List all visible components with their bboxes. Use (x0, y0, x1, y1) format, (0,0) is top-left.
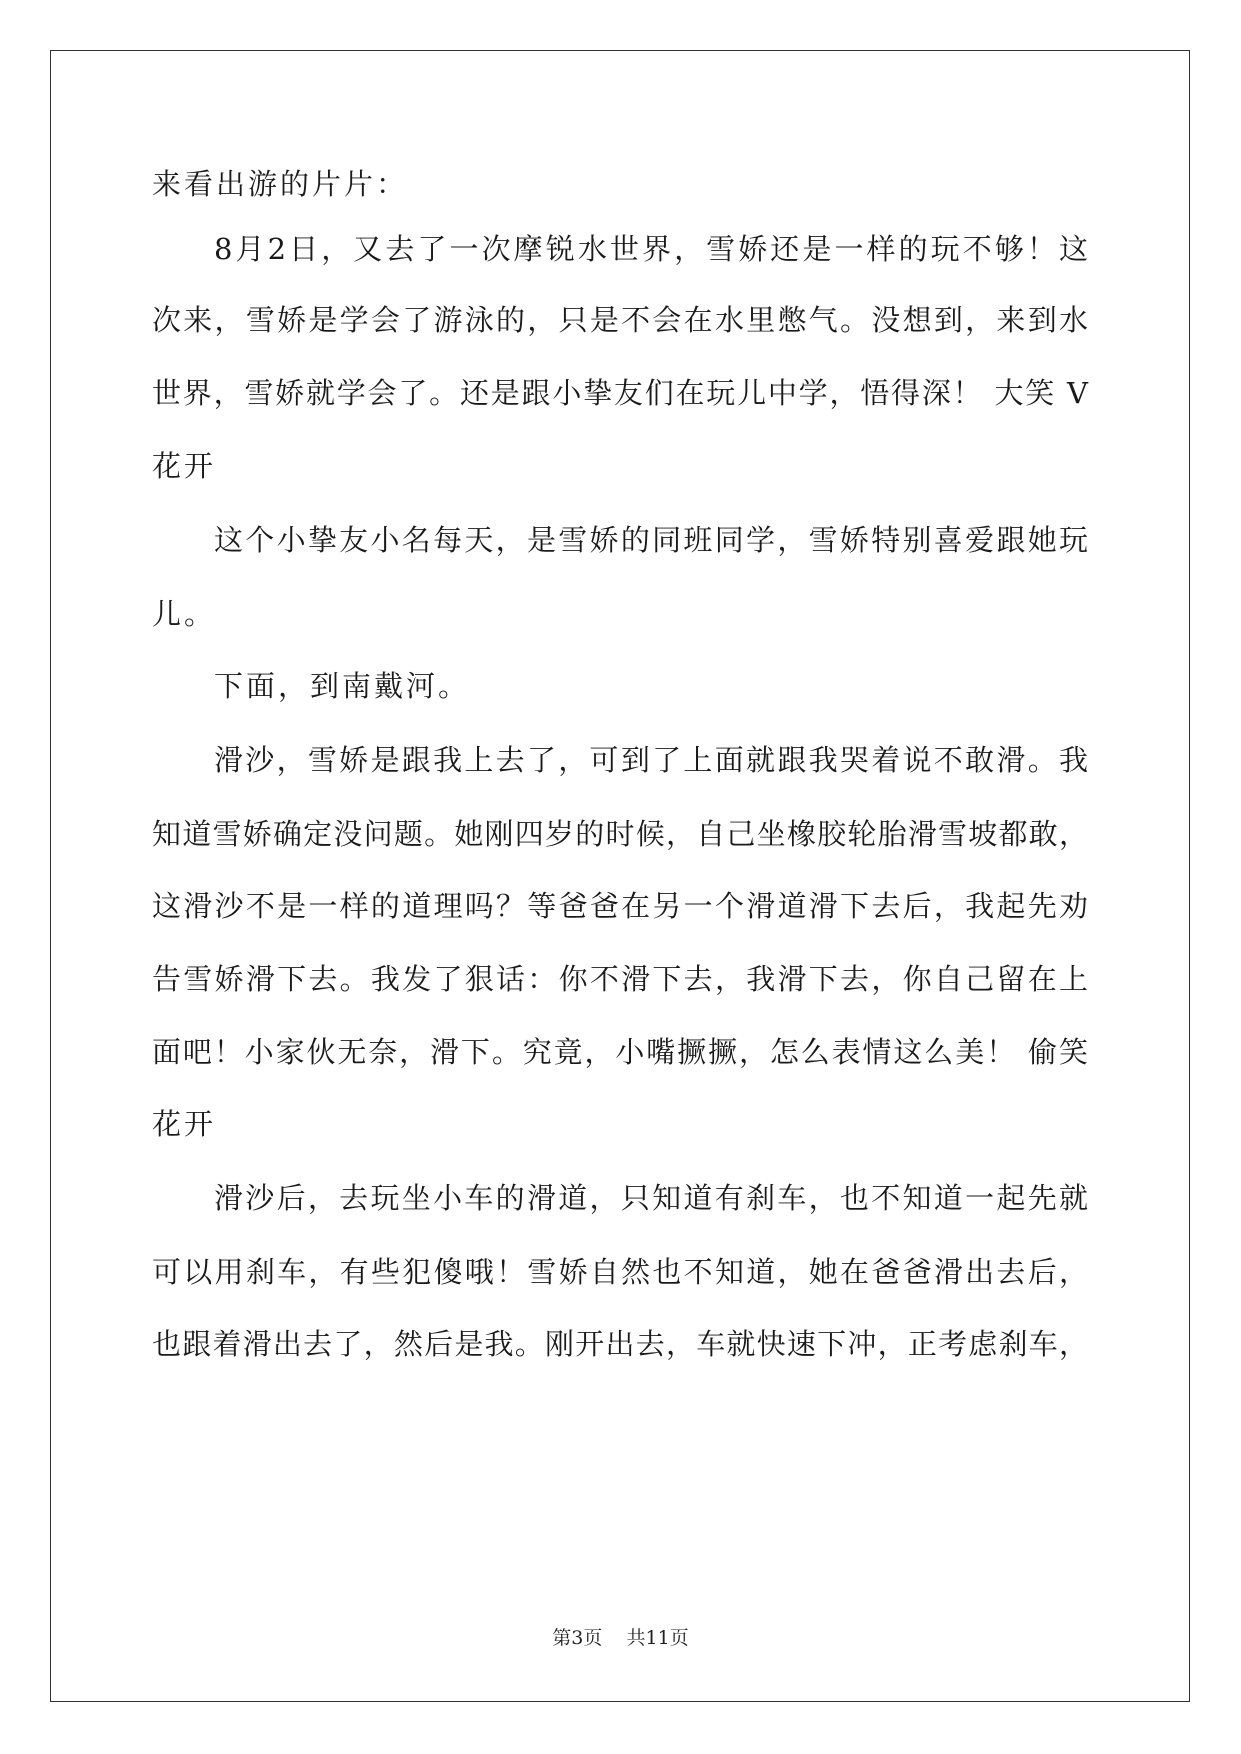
text-line: 来看出游的片片： (152, 167, 409, 201)
text-line: 花开 (152, 1107, 217, 1141)
page-number-label: 第3页 共11页 (552, 1627, 689, 1649)
text-line: 滑沙，雪娇是跟我上去了，可到了上面就跟我哭着说不敢滑。我 (214, 743, 1088, 777)
text-line: 也跟着滑出去了，然后是我。刚开出去，车就快速下冲，正考虑刹车， (152, 1327, 1088, 1361)
text-line: 儿。 (152, 597, 217, 631)
text-line: 这个小挚友小名每天，是雪娇的同班同学，雪娇特别喜爱跟她玩 (214, 523, 1088, 557)
text-line: 这滑沙不是一样的道理吗？等爸爸在另一个滑道滑下去后，我起先劝 (152, 889, 1088, 923)
text-line: 告雪娇滑下去。我发了狠话：你不滑下去，我滑下去，你自己留在上 (152, 962, 1088, 996)
text-line: 8月2日，又去了一次摩锐水世界，雪娇还是一样的玩不够！这 (214, 232, 1088, 266)
text-line: 面吧！小家伙无奈，滑下。究竟，小嘴撅撅，怎么表情这么美！ 偷笑 (152, 1035, 1088, 1069)
page-footer (0, 1626, 1241, 1650)
text-line: 知道雪娇确定没问题。她刚四岁的时候，自己坐橡胶轮胎滑雪坡都敢， (152, 817, 1088, 851)
page-border (50, 50, 1190, 1702)
text-line: 次来，雪娇是学会了游泳的，只是不会在水里憋气。没想到，来到水 (152, 303, 1088, 337)
text-line: 花开 (152, 449, 217, 483)
text-line: 滑沙后，去玩坐小车的滑道，只知道有刹车，也不知道一起先就 (214, 1181, 1088, 1215)
text-line: 可以用刹车，有些犯傻哦！雪娇自然也不知道，她在爸爸滑出去后， (152, 1255, 1088, 1289)
text-line: 世界，雪娇就学会了。还是跟小挚友们在玩儿中学，悟得深！ 大笑 V (152, 376, 1088, 410)
text-line: 下面，到南戴河。 (214, 669, 471, 703)
